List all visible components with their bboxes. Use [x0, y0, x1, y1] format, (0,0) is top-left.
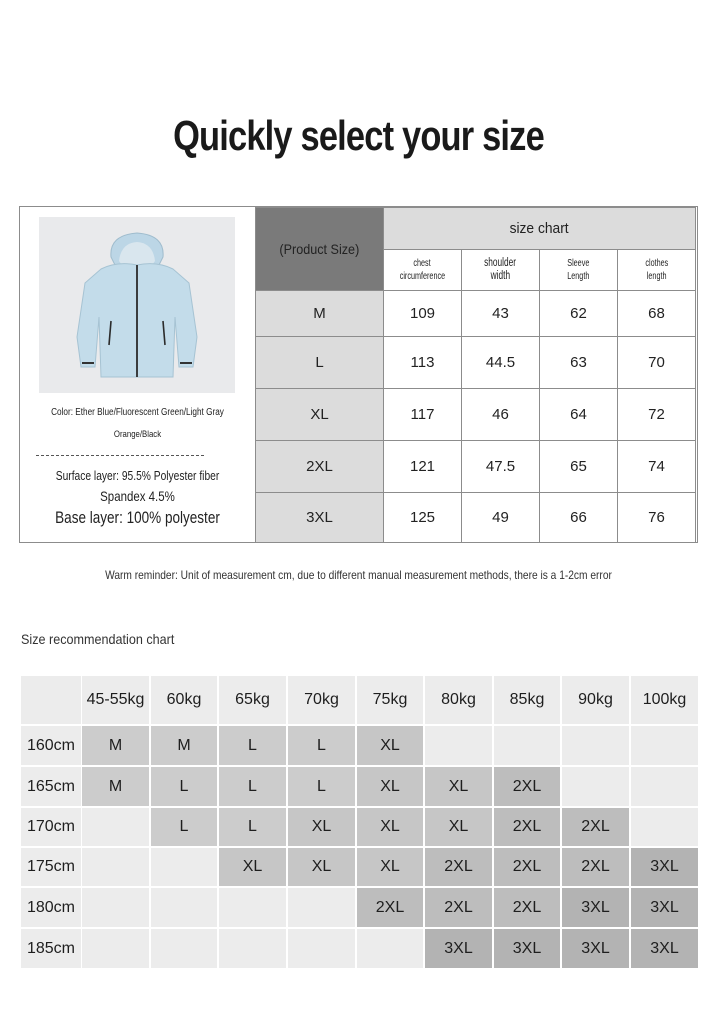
empty-cell [151, 848, 217, 886]
recommended-size: 3XL [631, 848, 698, 886]
recommended-size: XL [288, 848, 355, 886]
empty-cell [631, 726, 698, 765]
weight-header: 85kg [494, 676, 560, 724]
recommended-size: 2XL [562, 808, 629, 846]
recommended-size: M [82, 726, 149, 765]
empty-cell [562, 767, 629, 806]
empty-cell [219, 929, 286, 968]
recommended-size: 2XL [494, 808, 560, 846]
weight-header: 65kg [219, 676, 286, 724]
shoulder-value: 49 [462, 493, 540, 543]
size-recommendation-grid [21, 676, 698, 968]
table-row [256, 493, 696, 543]
recommended-size: 2XL [494, 848, 560, 886]
recommended-size: XL [357, 767, 423, 806]
column-header-length: clothes length [618, 249, 696, 291]
height-label: 180cm [21, 888, 81, 927]
recommended-size: L [151, 808, 217, 846]
empty-cell [219, 888, 286, 927]
sleeve-value: 66 [540, 493, 618, 543]
weight-header: 70kg [288, 676, 355, 724]
height-label: 160cm [21, 726, 81, 765]
sleeve-value: 64 [540, 389, 618, 441]
column-header-sleeve: Sleeve Length [540, 249, 618, 291]
recommended-size: L [219, 808, 286, 846]
shoulder-value: 44.5 [462, 337, 540, 389]
color-options-continued: Orange/Black [113, 429, 162, 440]
chest-value: 109 [384, 291, 462, 337]
shoulder-value: 43 [462, 291, 540, 337]
height-label: 175cm [21, 848, 81, 886]
table-row [256, 291, 696, 337]
recommendation-title: Size recommendation chart [21, 631, 175, 647]
recommended-size: 3XL [631, 929, 698, 968]
sleeve-value: 65 [540, 441, 618, 493]
measurement-reminder: Warm reminder: Unit of measurement cm, due to different manual measurement methods, there is a 1-2cm error [105, 568, 612, 582]
empty-cell [82, 808, 149, 846]
recommended-size: XL [288, 808, 355, 846]
table-row [256, 337, 696, 389]
empty-cell [288, 888, 355, 927]
recommended-size: L [219, 767, 286, 806]
chest-value: 121 [384, 441, 462, 493]
recommended-size: 3XL [425, 929, 492, 968]
recommended-size: L [288, 767, 355, 806]
table-row [256, 441, 696, 493]
recommended-size: M [151, 726, 217, 765]
recommended-size: 2XL [494, 888, 560, 927]
page-title: Quickly select your size [173, 112, 544, 159]
chest-value: 117 [384, 389, 462, 441]
sleeve-value: 63 [540, 337, 618, 389]
chest-value: 113 [384, 337, 462, 389]
recommended-size: L [288, 726, 355, 765]
empty-cell [631, 808, 698, 846]
size-label: 3XL [256, 493, 384, 543]
grid-corner [21, 676, 81, 724]
empty-cell [82, 848, 149, 886]
length-value: 76 [618, 493, 696, 543]
column-header-chest: chest circumference [384, 249, 462, 291]
weight-header: 75kg [357, 676, 423, 724]
size-chart-block [19, 206, 698, 543]
recommended-size: 3XL [562, 888, 629, 927]
product-panel [20, 207, 255, 542]
recommended-size: XL [425, 767, 492, 806]
empty-cell [82, 929, 149, 968]
size-label: XL [256, 389, 384, 441]
empty-cell [631, 767, 698, 806]
recommended-size: XL [425, 808, 492, 846]
recommended-size: 2XL [357, 888, 423, 927]
recommended-size: XL [219, 848, 286, 886]
recommended-size: 3XL [494, 929, 560, 968]
empty-cell [82, 888, 149, 927]
empty-cell [288, 929, 355, 968]
length-value: 72 [618, 389, 696, 441]
height-label: 165cm [21, 767, 81, 806]
color-options: Color: Ether Blue/Fluorescent Green/Light Gray [51, 407, 224, 418]
length-value: 68 [618, 291, 696, 337]
height-label: 185cm [21, 929, 81, 968]
surface-layer: Surface layer: 95.5% Polyester fiber [55, 469, 220, 483]
size-label: 2XL [256, 441, 384, 493]
recommended-size: 3XL [562, 929, 629, 968]
weight-header: 45-55kg [82, 676, 149, 724]
length-value: 74 [618, 441, 696, 493]
shoulder-value: 46 [462, 389, 540, 441]
empty-cell [494, 726, 560, 765]
recommended-size: XL [357, 808, 423, 846]
recommended-size: XL [357, 726, 423, 765]
table-row [256, 389, 696, 441]
weight-header: 100kg [631, 676, 698, 724]
recommended-size: 2XL [425, 888, 492, 927]
weight-header: 90kg [562, 676, 629, 724]
shoulder-value: 47.5 [462, 441, 540, 493]
size-chart-table [255, 207, 696, 543]
size-chart-header: size chart [384, 208, 696, 250]
weight-header: 60kg [151, 676, 217, 724]
recommended-size: 2XL [425, 848, 492, 886]
recommended-size: 3XL [631, 888, 698, 927]
recommended-size: L [219, 726, 286, 765]
hooded-jacket-icon [39, 217, 235, 393]
empty-cell [151, 929, 217, 968]
base-layer: Base layer: 100% polyester [55, 509, 220, 527]
empty-cell [357, 929, 423, 968]
recommended-size: L [151, 767, 217, 806]
recommended-size: XL [357, 848, 423, 886]
weight-header: 80kg [425, 676, 492, 724]
spandex: Spandex 4.5% [100, 488, 175, 504]
empty-cell [151, 888, 217, 927]
empty-cell [562, 726, 629, 765]
height-label: 170cm [21, 808, 81, 846]
recommended-size: M [82, 767, 149, 806]
empty-cell [425, 726, 492, 765]
recommended-size: 2XL [562, 848, 629, 886]
divider [36, 455, 204, 456]
sleeve-value: 62 [540, 291, 618, 337]
product-size-header: (Product Size) [256, 208, 384, 291]
column-header-shoulder: shoulder width [462, 249, 540, 291]
chest-value: 125 [384, 493, 462, 543]
length-value: 70 [618, 337, 696, 389]
size-label: M [256, 291, 384, 337]
recommended-size: 2XL [494, 767, 560, 806]
size-label: L [256, 337, 384, 389]
